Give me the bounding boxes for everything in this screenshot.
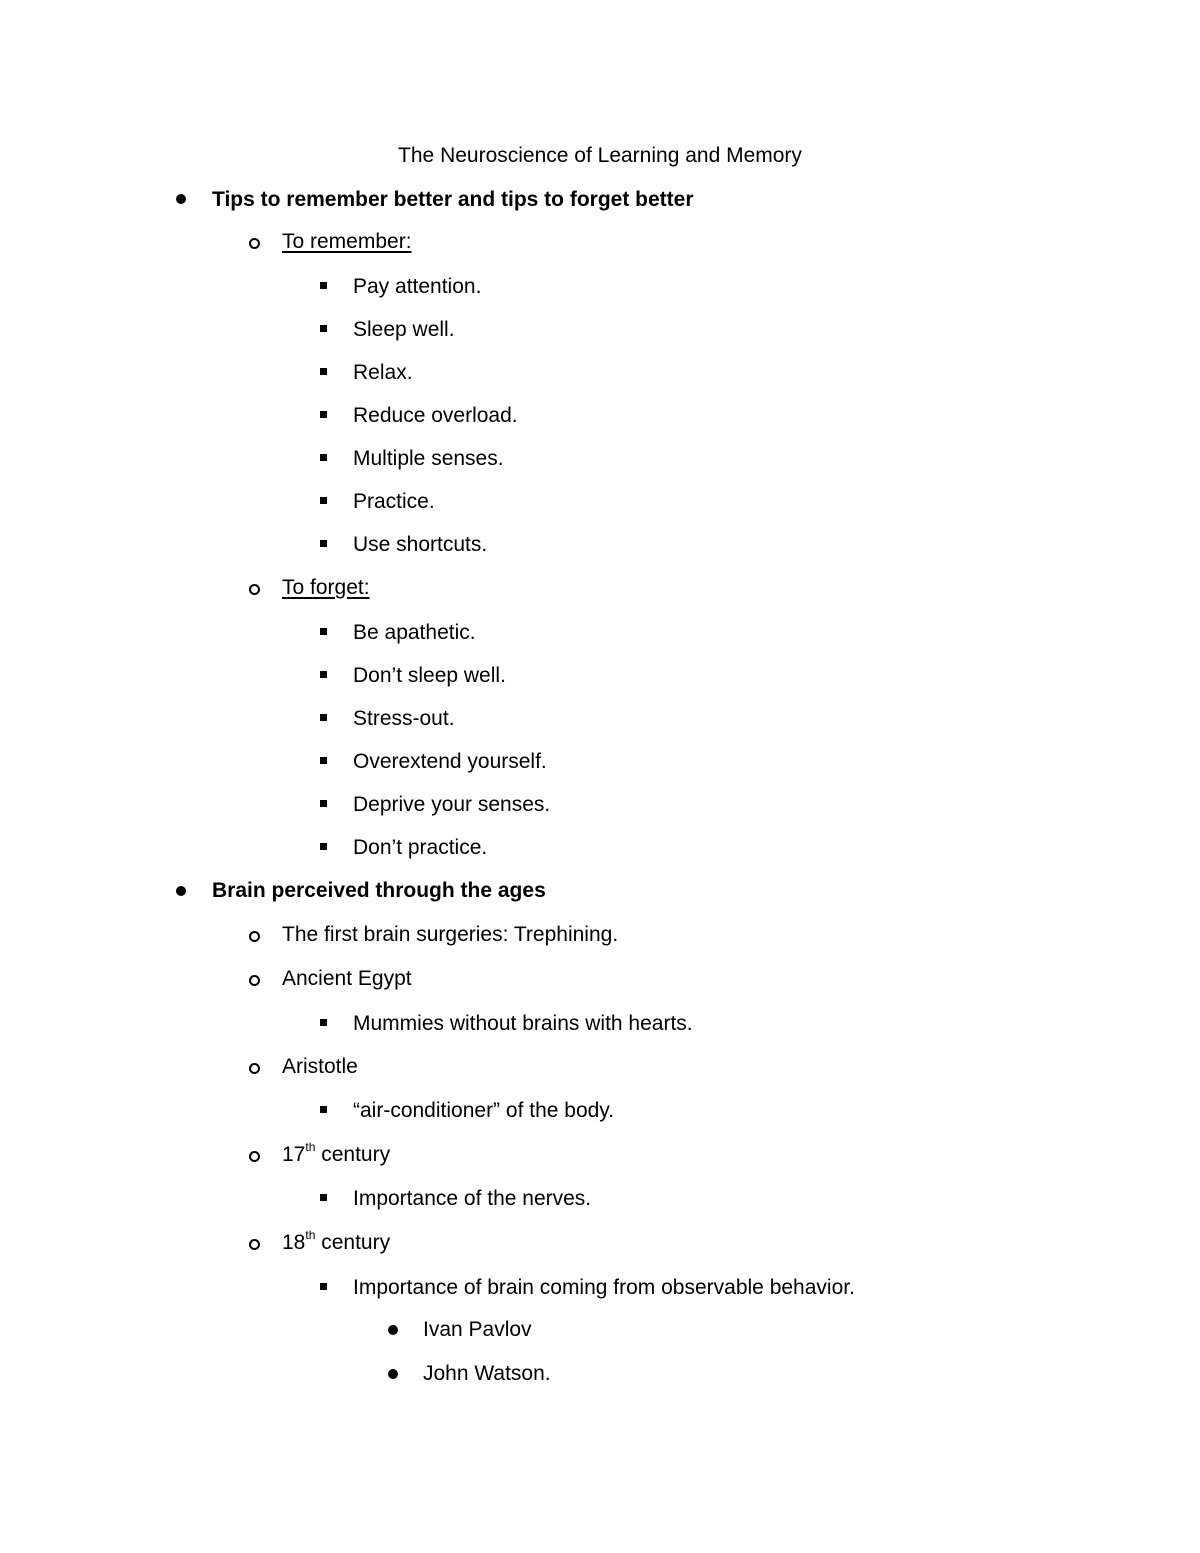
bullet-ring-icon bbox=[249, 238, 260, 249]
bullet-square-icon bbox=[320, 454, 327, 461]
bullet-square-icon bbox=[320, 671, 327, 678]
list-item-trephining: The first brain surgeries: Trephining. bbox=[282, 923, 619, 946]
list-item: Importance of brain coming from observable behavior. bbox=[353, 1276, 855, 1299]
list-item-18th-century bbox=[282, 1230, 390, 1256]
bullet-ring-icon bbox=[249, 975, 260, 986]
list-item-person: Ivan Pavlov bbox=[423, 1318, 532, 1341]
bullet-square-icon bbox=[320, 1019, 327, 1026]
bullet-square-icon bbox=[320, 411, 327, 418]
document-title: The Neuroscience of Learning and Memory bbox=[398, 144, 802, 167]
bullet-ring-icon bbox=[249, 931, 260, 942]
bullet-square-icon bbox=[320, 1106, 327, 1113]
list-item: Pay attention. bbox=[353, 275, 482, 298]
list-item-17th-century bbox=[282, 1142, 390, 1168]
bullet-square-icon bbox=[320, 368, 327, 375]
bullet-square-icon bbox=[320, 843, 327, 850]
section-heading-tips: Tips to remember better and tips to forget better bbox=[212, 188, 694, 211]
list-item: Mummies without brains with hearts. bbox=[353, 1012, 693, 1035]
bullet-square-icon bbox=[320, 628, 327, 635]
list-item: Stress-out. bbox=[353, 707, 455, 730]
bullet-ring-icon bbox=[249, 584, 260, 595]
list-item: Multiple senses. bbox=[353, 447, 504, 470]
century-suffix: th bbox=[305, 1140, 316, 1154]
list-item: Relax. bbox=[353, 361, 413, 384]
bullet-dot-icon bbox=[388, 1369, 398, 1379]
subheading-to-forget: To forget: bbox=[282, 576, 370, 599]
bullet-dot-icon bbox=[176, 886, 186, 896]
bullet-dot-icon bbox=[176, 194, 186, 204]
list-item: Don’t sleep well. bbox=[353, 664, 506, 687]
century-number: 18 bbox=[282, 1231, 306, 1254]
century-word: century bbox=[315, 1143, 391, 1166]
bullet-square-icon bbox=[320, 714, 327, 721]
list-item-person: John Watson. bbox=[423, 1362, 551, 1385]
century-number: 17 bbox=[282, 1143, 306, 1166]
list-item: Practice. bbox=[353, 490, 435, 513]
list-item: Be apathetic. bbox=[353, 621, 476, 644]
list-item: Overextend yourself. bbox=[353, 750, 547, 773]
list-item: Use shortcuts. bbox=[353, 533, 488, 556]
section-heading-brain: Brain perceived through the ages bbox=[212, 879, 546, 902]
bullet-ring-icon bbox=[249, 1239, 260, 1250]
bullet-ring-icon bbox=[249, 1063, 260, 1074]
list-item-aristotle: Aristotle bbox=[282, 1055, 358, 1078]
century-word: century bbox=[315, 1231, 391, 1254]
bullet-square-icon bbox=[320, 540, 327, 547]
bullet-square-icon bbox=[320, 1194, 327, 1201]
bullet-ring-icon bbox=[249, 1151, 260, 1162]
bullet-square-icon bbox=[320, 1283, 327, 1290]
list-item: Importance of the nerves. bbox=[353, 1187, 592, 1210]
bullet-square-icon bbox=[320, 282, 327, 289]
century-suffix: th bbox=[305, 1228, 316, 1242]
bullet-dot-icon bbox=[388, 1325, 398, 1335]
list-item: Reduce overload. bbox=[353, 404, 518, 427]
subheading-to-remember: To remember: bbox=[282, 230, 412, 253]
list-item: Don’t practice. bbox=[353, 836, 488, 859]
list-item: Sleep well. bbox=[353, 318, 455, 341]
bullet-square-icon bbox=[320, 325, 327, 332]
list-item: Deprive your senses. bbox=[353, 793, 551, 816]
bullet-square-icon bbox=[320, 757, 327, 764]
bullet-square-icon bbox=[320, 497, 327, 504]
bullet-square-icon bbox=[320, 800, 327, 807]
list-item: “air-conditioner” of the body. bbox=[353, 1099, 615, 1122]
list-item-egypt: Ancient Egypt bbox=[282, 967, 412, 990]
